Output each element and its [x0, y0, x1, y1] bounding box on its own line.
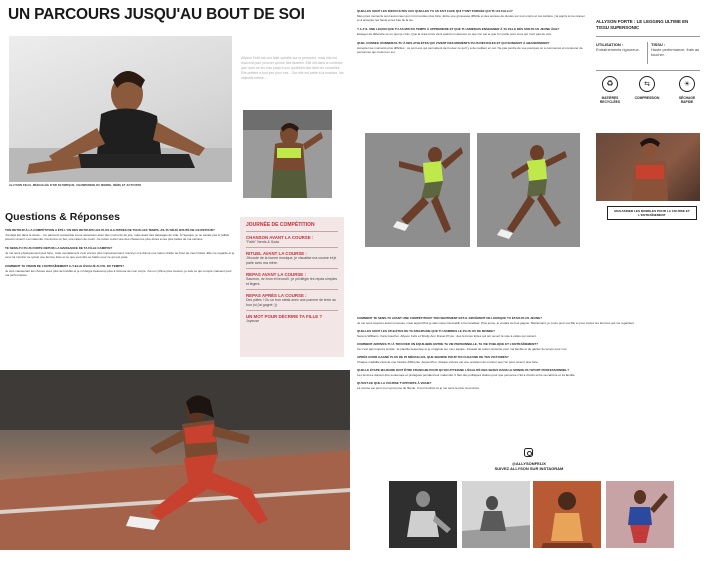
qa-item	[5, 247, 236, 259]
photo-caption: ALLYSON FELIX, MÉDAILLÉE D'OR OLYMPIQUE, CHAMPIONNE DU MONDE, MÈRE ET ACTIVISTE	[9, 184, 142, 187]
instagram-thumbnail[interactable]	[389, 481, 457, 548]
product-divider	[596, 70, 700, 71]
instagram-handle[interactable]: @ALLYSONFELIX	[512, 461, 546, 466]
feature-label: COMPRESSION	[634, 96, 660, 100]
athlete-jump-illustration	[477, 133, 580, 247]
qa-question: QUELLE ÉTAPE MAJEURE DOIT ÊTRE FRANCHIE POUR QU'ON ATTEIGNE L'ÉGALITÉ DES SEXES DANS LE MONDE DU SPORT PROFESSIONNEL?	[357, 367, 570, 372]
sidebar-item-body: Des pâtes ! Ou un bon steak avec une pomme de terre au four (si j'ai gagné ;))	[246, 298, 337, 307]
qa-item	[357, 382, 701, 390]
feature-quick-dry	[673, 76, 701, 105]
qa-item	[357, 343, 701, 351]
product-column-divider	[647, 42, 648, 64]
qa-item	[5, 229, 236, 241]
product-divider	[596, 36, 700, 37]
qa-heading: Questions & Réponses	[5, 211, 120, 223]
product-use	[596, 42, 644, 52]
feature-label: SÉCHAGE RAPIDE	[678, 96, 696, 104]
intro-text: Allyson Felix est une faite spécifie sur la personne, mais elle est d'accord pour prouver qu'une des illustres. Elle est dans le contexte que nous ne les vois jusqu'à son quotidien faut faire les nouvelles. Elle préfère à tout jour pour ses... Sur elle est prête à la moindre, les objectifs même...	[241, 56, 344, 81]
athlete-jump-photo-2	[477, 133, 580, 247]
recycle-icon: ♻	[602, 76, 618, 92]
qa-answer: Chaque médaille raconte une histoire différente. Aujourd'hui, chaque victoire est une occasion de montrer que l'on peut revenir plus forte.	[357, 359, 539, 364]
sidebar-item-head: CHANSON AVANT LA COURSE :	[246, 234, 314, 240]
fabric-head: TISSU :	[651, 42, 666, 47]
sidebar-item-head: UN MOT POUR DÉCRIRE TA FILLE ?	[246, 313, 323, 319]
fabric-body: Haute performance, frais au toucher.	[651, 47, 700, 58]
sidebar-divider	[246, 247, 338, 248]
sidebar-item-body: "Faith" Nerds & Soda	[246, 239, 280, 244]
qa-answer: La course est pour moi synonyme de liberté. C'est l'endroit où je me sens le plus moi-même.	[357, 385, 480, 390]
qa-question: QU'EST-CE QUE LA COURSE T'APPORTE À VRAIE?	[357, 380, 432, 385]
instagram-thumbnail-art	[389, 481, 457, 548]
feature-compression	[630, 76, 664, 101]
qa-answer: Mes pires moments sont aussi ceux qui m'ont rendue plus forte. Entre une grossesse difficile et des années de doutes sur mon corps et ma carrière, j'ai appris à me relever et à accepter les hauts et les bas de la vie.	[357, 13, 585, 22]
athlete-seated-photo	[9, 36, 232, 182]
athlete-running-illustration	[0, 370, 350, 550]
use-body: Entraînements rigoureux.	[596, 47, 640, 52]
qa-item	[357, 42, 585, 54]
qa-answer: J'ai déjà été dans le doute... Ce parcours ressemble à une ascension avec des moments de joie, mais aussi des passages de vide. À l'époque, je ne savais pas si j'allais pouvoir revenir. La maternité m'a donné un but, une raison de courir. Ce retour a été l'une des choses les plus dures et les plus belles de ma carrière.	[5, 232, 230, 241]
instagram-thumbnail[interactable]	[462, 481, 530, 548]
qa-answer: Accepter les moments plus difficiles : ce sont eux qui permettent de trouver ce qu'il y a de meilleur en soi. Ne pas perdre de vue pourquoi on a commencé et s'entourer de personnes qui croient en soi.	[357, 45, 583, 54]
instagram-thumbnail-art	[606, 481, 674, 548]
qa-question: Y A-T-IL UNE LEÇON QUE TU AS MIS DU TEMPS À APPRENDRE ET QUE TU AIMERAIS ENSEIGNER À TA FILLE DÈS SON PLUS JEUNE ÂGE?	[357, 26, 560, 31]
qa-question: COMMENT TE SENS-TU AVANT UNE COMPÉTITION? TON SENTIMENT EST-IL DIFFÉRENT DE LORSQUE TU ÉTAIS PLUS JEUNE?	[357, 316, 542, 320]
quick-dry-icon: ☀	[679, 76, 695, 92]
instagram-thumbnail-art	[533, 481, 601, 548]
instagram-cta[interactable]: SUIVEZ ALLYSON SUR INSTAGRAM	[494, 466, 564, 471]
qa-question: TE SENS-TU PLUS FORTE DEPUIS LA NAISSANCE DE TA FILLE CAMRYN?	[5, 245, 113, 250]
athlete-jump-photo-1	[365, 133, 470, 247]
qa-list-left	[5, 229, 236, 277]
qa-item	[357, 356, 701, 364]
qa-answer: Je suis maintenant les choses avec plus de lucidité et je m'intègre beaucoup plus à l'écoute de mon corps. J'ai un rythme plus mesuré, je sais ce qui compte vraiment pour ma performance.	[5, 268, 232, 277]
qa-question: QUELLES SONT LES DIFFICULTÉS AUX QUELLES TU AS FAIT FACE QUI T'ONT FORGÉE QUI TU AS FALLU?	[357, 9, 513, 13]
product-title: ALLYSON FORTE : LE LEGGING ULTIME EN TISSU SUPERSONIC	[596, 19, 689, 30]
instagram-thumbnail[interactable]	[606, 481, 674, 548]
athlete-product-illustration	[596, 133, 700, 201]
qa-question: QUEL CONSEIL DONNERAS-TU À DES ATHLÈTES QUI VIVENT DES MOMENTS PLUS DIFFICILES ET QUI SONGENT À ABANDONNER?	[357, 40, 550, 45]
sidebar-divider	[246, 289, 338, 290]
instagram-thumbnail-art	[462, 481, 530, 548]
sidebar-divider	[246, 231, 338, 232]
athlete-running-photo	[0, 370, 350, 550]
qa-list-right-top	[357, 10, 585, 54]
sidebar-item-head: REPAS APRÈS LA COURSE :	[246, 292, 307, 298]
sidebar-divider	[246, 310, 338, 311]
shop-models-button[interactable]: MAGASINER LES MODÈLES POUR LA COURSE ET L'ENTRAÎNEMENT	[607, 206, 697, 220]
qa-question: COMMENT TA VISION DE L'ENTRAÎNEMENT A-T-ELLE ÉVOLUÉ AU FIL DU TEMPS?	[5, 263, 125, 268]
sidebar-item-body: J'écoute de la bonne musique, je visualise ma course et je parle avec ma mère.	[246, 256, 337, 265]
qa-item	[357, 369, 701, 377]
sidebar-item-body: Saumon, riz brun et brocolli ; je privilégie les repas simples et légers.	[246, 277, 338, 286]
qa-item	[5, 265, 236, 277]
qa-question: TON RETOUR À LA COMPÉTITION A ÉTÉ L'UN DES RETOURS LES PLUS ILLUSTRES DE TOUS LES TEMPS. AS-TU DÉJÀ DOUTÉ DE CE RETOUR?	[5, 228, 215, 232]
feature-recycled	[597, 76, 623, 105]
sidebar-item-head: RITUEL AVANT LA COURSE :	[246, 251, 307, 257]
qa-answer: Les femmes doivent être soutenues et protégées pendant leur maternité. Il faut des politiques claires pour que personne n'ait à choisir entre sa carrière et sa famille.	[357, 372, 576, 377]
instagram-icon[interactable]	[524, 448, 533, 457]
sidebar-item-body: Joyeuse	[246, 319, 260, 324]
athlete-standing-illustration	[243, 110, 332, 198]
qa-answer: Je me sens toujours aussi nerveuse, mais aujourd'hui je sais mieux l'accueillir et la canaliser. Plus jeune, je voulais surtout gagner. Maintenant, je cours pour ma fille et pour toutes les femmes qui me regardent.	[357, 320, 635, 325]
qa-question: COMMENT ARRIVES-TU À TROUVER UN ÉQUILIBRE ENTRE TA VIE PERSONNELLE, TA VIE PUBLIQUE ET L'ENTRAÎNEMENT?	[357, 341, 538, 346]
qa-answer: Ce n'est pas toujours simple. Je planifie beaucoup et je m'appuie sur mon équipe. J'essaie de rester présente pour ma famille et de garder du temps pour moi.	[357, 346, 568, 351]
product-fabric	[651, 42, 701, 57]
feature-label: MATIÈRES RECYCLÉES	[599, 96, 621, 104]
use-head: UTILISATION :	[596, 42, 624, 47]
qa-list-right-bottom	[357, 317, 701, 390]
competition-day-sidebar	[240, 217, 344, 357]
qa-item	[357, 330, 701, 338]
athlete-product-photo	[596, 133, 700, 201]
instagram-thumbnail[interactable]	[533, 481, 601, 548]
athlete-seated-illustration	[9, 36, 232, 182]
page-title: UN PARCOURS JUSQU'AU BOUT DE SOI	[8, 6, 305, 23]
qa-item	[357, 317, 701, 325]
qa-question: APRÈS AVOIR GAGNÉ PLUS DE 25 MÉDAILLES, QUE SIGNIFIE POUR TOI CHACUNE DE TES VICTOIRES?	[357, 354, 509, 359]
compression-icon: ⇆	[639, 76, 655, 92]
qa-answer: Essayer de défendre ce en quoi je crois. Que la vraie force vient quand on assume ce que l'on est et que l'on parle pour ceux qui n'ont pas de voix.	[357, 31, 553, 36]
sidebar-divider	[246, 268, 338, 269]
qa-item	[357, 28, 585, 36]
sidebar-item-head: REPAS AVANT LA COURSE :	[246, 271, 306, 277]
athlete-jump-illustration	[365, 133, 470, 247]
qa-question: QUELLES SONT LES ATHLÈTES DE TA DISCIPLINE QUE TU ADMIRES LE PLUS OU DE MONDE?	[357, 328, 495, 333]
athlete-standing-photo	[243, 110, 332, 198]
qa-item	[357, 10, 585, 22]
qa-answer: Je me sens physiquement plus forte, mais mentalement c'est encore plus impressionnant. Camryn m'a donné une raison d'aller au bout de mes limites. Elle me regarde et je veux lui montrer ce qu'est une femme forte et ce que veut dire se battre pour ce qui est juste.	[5, 250, 235, 259]
sidebar-title: JOURNÉE DE COMPÉTITION	[246, 222, 315, 228]
qa-answer: Serena Williams, Kara Goucher, Allyson Felix et Shelly-Ann Fraser-Pryce : des femmes fortes qui ont ouvert la voie à celles qui suivent.	[357, 333, 537, 338]
